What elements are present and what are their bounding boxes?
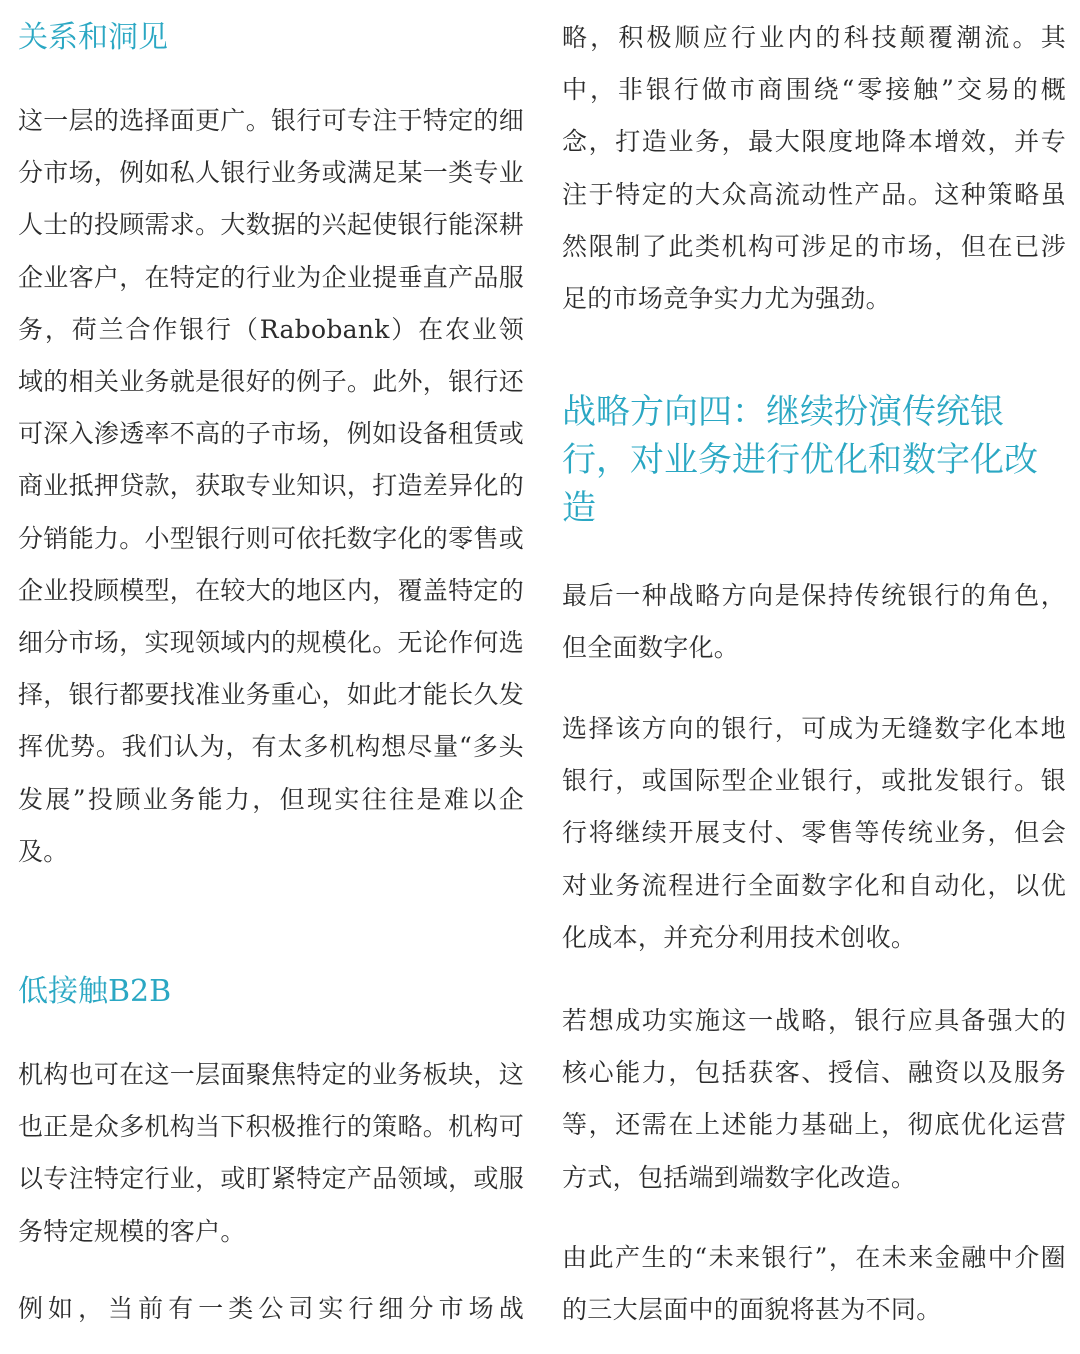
paragraph-example-start: 例如，当前有一类公司实行细分市场战	[18, 1294, 524, 1323]
paragraph-example-continued: 略，积极顺应行业内的科技颠覆潮流。其中，非银行做市商围绕“零接触”交易的概念，打造业务，最大限度地降本增效，并专注于特定的大众高流动性产品。这种策略虽然限制了此类机构可涉足的市场，但在已涉足的市场竞争实力尤为强劲。	[562, 23, 1066, 314]
section-heading-low-touch-b2b: 低接触B2B	[18, 974, 172, 1009]
paragraph-bank-options: 选择该方向的银行，可成为无缝数字化本地银行，或国际型企业银行，或批发银行。银行将继续开展支付、零售等传统业务，但会对业务流程进行全面数字化和自动化，以优化成本，并充分利用技术创收。	[562, 714, 1066, 952]
paragraph-relationships-insights: 这一层的选择面更广。银行可专注于特定的细分市场，例如私人银行业务或满足某一类专业人士的投顾需求。大数据的兴起使银行能深耕企业客户，在特定的行业为企业提垂直产品服务，荷兰合作银行（Rabobank）在农业领域的相关业务就是很好的例子。此外，银行还可深入渗透率不高的子市场，例如设备租赁或商业抵押贷款，获取专业知识，打造差异化的分销能力。小型银行则可依托数字化的零售或企业投顾模型，在较大的地区内，覆盖特定的细分市场，实现领域内的规模化。无论作何选择，银行都要找准业务重心，如此才能长久发挥优势。我们认为，有太多机构想尽量“多头发展”投顾业务能力，但现实往往是难以企及。	[18, 106, 525, 866]
paragraph-core-capabilities: 若想成功实施这一战略，银行应具备强大的核心能力，包括获客、授信、融资以及服务等，还需在上述能力基础上，彻底优化运营方式，包括端到端数字化改造。	[562, 1006, 1066, 1192]
paragraph-low-touch-b2b: 机构也可在这一层面聚焦特定的业务板块，这也正是众多机构当下积极推行的策略。机构可以专注特定行业，或盯紧特定产品领域，或服务特定规模的客户。	[18, 1060, 525, 1246]
paragraph-future-bank: 由此产生的“未来银行”，在未来金融中介圈的三大层面中的面貌将甚为不同。	[562, 1243, 1066, 1325]
paragraph-traditional-role: 最后一种战略方向是保持传统银行的角色，但全面数字化。	[562, 581, 1066, 663]
section-heading-relationships: 关系和洞见	[18, 20, 168, 55]
section-heading-strategy-four: 战略方向四：继续扮演传统银行，对业务进行优化和数字化改造	[562, 392, 1038, 528]
